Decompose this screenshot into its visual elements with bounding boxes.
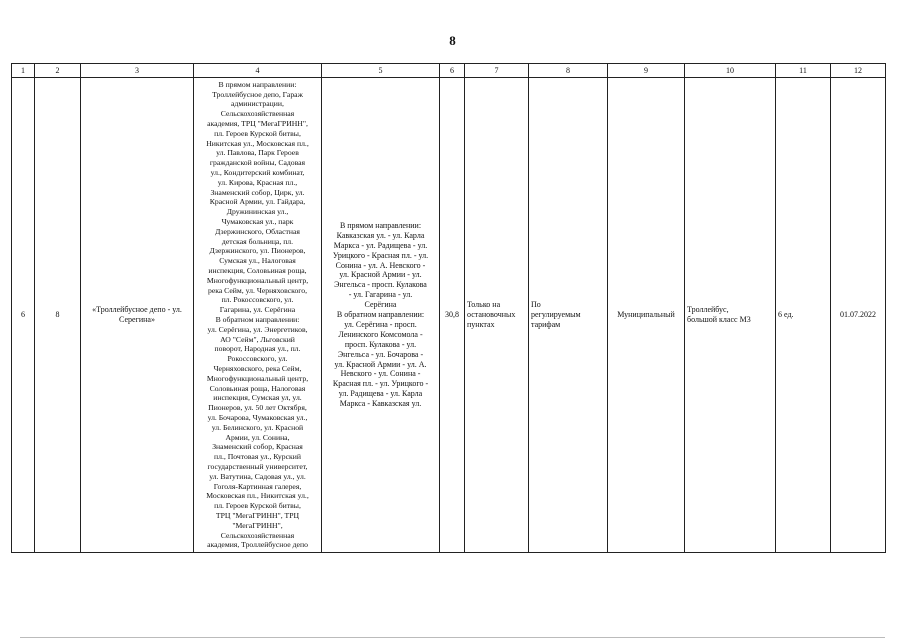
route-row bbox=[12, 78, 886, 553]
cell-tariff-type: По регулируемым тарифам bbox=[529, 78, 608, 553]
page-number: 8 bbox=[449, 33, 456, 48]
header-cell-6: 6 bbox=[440, 64, 465, 78]
header-cell-5: 5 bbox=[322, 64, 440, 78]
cell-boarding-procedure: Только на остановочных пунктах bbox=[465, 78, 529, 553]
cell-route-length: 30,8 bbox=[440, 78, 465, 553]
page-bottom-edge bbox=[20, 637, 885, 638]
cell-vehicle-class: Троллейбус, большой класс М3 bbox=[685, 78, 776, 553]
header-cell-8: 8 bbox=[529, 64, 608, 78]
cell-route-type: Муниципальный bbox=[608, 78, 685, 553]
header-cell-12: 12 bbox=[831, 64, 886, 78]
header-cell-7: 7 bbox=[465, 64, 529, 78]
cell-route-number: 8 bbox=[35, 78, 81, 553]
header-row bbox=[12, 64, 886, 78]
header-cell-1: 1 bbox=[12, 64, 35, 78]
cell-start-date: 01.07.2022 bbox=[831, 78, 886, 553]
cell-stops-list: В прямом направлении: Троллейбусное депо, Гараж администрации, Сельскохозяйственная академия, ТРЦ "МегаГРИНН", пл. Героев Курской битвы, Никитская ул., Московская пл., ул. Павлова, Парк Героев гражданской войны, Садовая ул., Кондитерский комбинат, ул. Кирова, Красная пл., Знаменский собор, Цирк, ул. Красной Армии, ул. Гайдара, Дружининская ул., Чумаковская ул., парк Дзержинского, Областная детская больница, пл. Дзержинского, ул. Пионеров, Сумская ул., Налоговая инспекция, Соловьиная роща, Многофункциональный центр, река Сейм, ул. Черняховского, пл. Рокоссовского, ул. Гагарина, ул. Серёгина В обратном направлении: ул. Серёгина, ул. Энергетиков, АО "Сейм", Льговский поворот, Народная ул., пл. Рокоссовского, ул. Черняховского, река Сейм, Многофункциональный центр, Соловьиная роща, Налоговая инспекция, Сумская ул, ул. Пионеров, ул. 50 лет Октября, ул. Бочарова, Чумаковская ул., ул. Белинского, ул. Красной Армии, ул. Сонина, Знаменский собор, Красная пл., Почтовая ул., Курский государственный университет, ул. Ватутина, Садовая ул., ул. Гоголя-Картинная галерея, Московская пл., Никитская ул., пл. Героев Курской битвы, ТРЦ "МегаГРИНН", ТРЦ "МегаГРИНН", Сельскохозяйственная академия, Троллейбусное депо bbox=[194, 78, 322, 553]
header-cell-3: 3 bbox=[81, 64, 194, 78]
header-cell-9: 9 bbox=[608, 64, 685, 78]
header-cell-2: 2 bbox=[35, 64, 81, 78]
cell-row-number: 6 bbox=[12, 78, 35, 553]
header-cell-11: 11 bbox=[776, 64, 831, 78]
header-cell-10: 10 bbox=[685, 64, 776, 78]
cell-route-name: «Троллейбусное депо - ул. Серегина» bbox=[81, 78, 194, 553]
cell-streets-list: В прямом направлении: Кавказская ул. - ул. Карла Маркса - ул. Радищева - ул. Урицкого - Красная пл. - ул. Сонина - ул. А. Невского - ул. Красной Армии - ул. Энгельса - просп. Кулакова - ул. Гагарина - ул. Серёгина В обратном направлении: ул. Серёгина - просп. Ленинского Комсомола - просп. Кулакова - ул. Энгельса - ул. Бочарова - ул. Красной Армии - ул. А. Невского - ул. Сонина - Красная пл. - ул. Урицкого - ул. Радищева - ул. Карла Маркса - Кавказская ул. bbox=[322, 78, 440, 553]
header-cell-4: 4 bbox=[194, 64, 322, 78]
route-table bbox=[11, 63, 886, 553]
cell-vehicle-count: 6 ед. bbox=[776, 78, 831, 553]
